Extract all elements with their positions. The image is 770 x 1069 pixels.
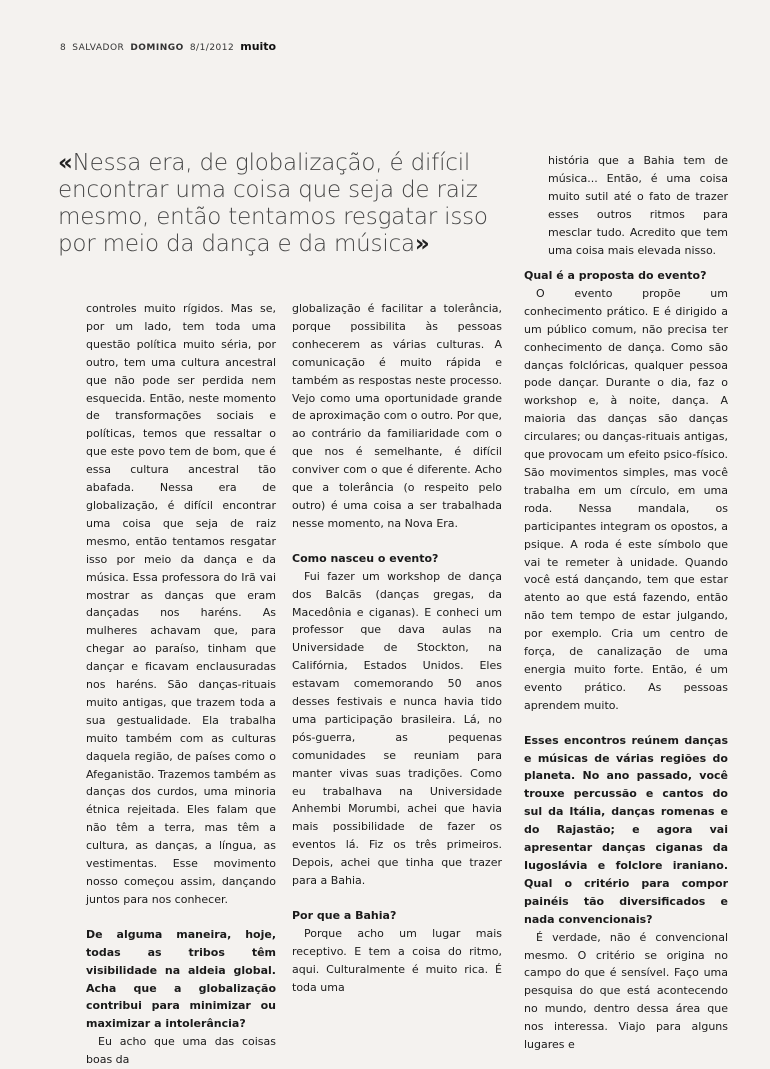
- paragraph: Fui fazer um workshop de dança dos Balcãs (danças gregas, da Macedônia e ciganas). E conheci um professor que dava aulas na Universidade de Stockton, na Califórnia, Estados Unidos. Eles estavam comemorando 50 anos desses festivais e nunca havia tido uma participação brasileira. Lá, no pós-guerra, as pequenas comunidades se reuniam para manter vivas suas tradições. Como eu trabalhava na Universidade Anhembi Morumbi, achei que havia mais possibilidade de fazer os eventos lá. Fiz os três primeiros. Depois, achei que tinha que trazer para a Bahia.: [292, 569, 502, 888]
- article-column-2: [292, 300, 502, 997]
- pull-quote: [58, 150, 498, 258]
- interview-question: De alguma maneira, hoje, todas as tribos têm visibilidade na aldeia global. Acha que a globalização contribui para minimizar ou maximizar a intolerância?: [86, 927, 276, 1031]
- article-column-1: [86, 300, 276, 1069]
- magazine-logo: muito: [240, 40, 277, 53]
- paragraph: Porque acho um lugar mais receptivo. E tem a coisa do ritmo, aqui. Culturalmente é muito rica. É toda uma: [292, 926, 502, 994]
- quote-text: Nessa era, de globalização, é difícil encontrar uma coisa que seja de raiz mesmo, então tentamos resgatar isso por meio da dança e da música: [58, 150, 488, 257]
- page-number: 8: [60, 43, 67, 53]
- paragraph: O evento propõe um conhecimento prático. E é dirigido a um público comum, não precisa ter conhecimento de dança. Como são danças folclóricas, qualquer pessoa pode dançar. Durante o dia, faz o workshop e, à noite, dança. A maioria das danças são danças circulares; ou danças-rituais antigas, que provocam um efeito psico-físico. São movimentos simples, mas você trabalha em um círculo, em uma roda. Nessa mandala, os participantes integram os opostos, a psique. A roda é este símbolo que vai te remeter à unidade. Quando você está dançando, tem que estar atento ao que está fazendo, então não tem tempo de estar julgando, por exemplo. Cria um centro de força, de canalização de uma energia muito forte. Então, é um evento prático. As pessoas aprendem muito.: [524, 286, 728, 712]
- quote-close-mark: »: [414, 231, 430, 257]
- publication-day: DOMINGO: [130, 43, 184, 53]
- quote-open-mark: «: [58, 150, 73, 176]
- publication-city: SALVADOR: [72, 43, 125, 53]
- interview-question: Esses encontros reúnem danças e músicas de várias regiões do planeta. No ano passado, você trouxe percussão e cantos do sul da Itália, danças romenas e do Rajastão; e agora vai apresentar danças ciganas da Iugoslávia e folclore iraniano. Qual o critério para compor painéis tão diversificados e nada convencionais?: [524, 733, 728, 926]
- publication-date: 8/1/2012: [189, 43, 235, 53]
- paragraph: história que a Bahia tem de música... Então, é uma coisa muito sutil até o fato de trazer esses outros ritmos para mesclar tudo. Acredito que tem uma coisa mais elevada nisso.: [548, 154, 728, 257]
- interview-question: Como nasceu o evento?: [292, 551, 439, 565]
- interview-question: Por que a Bahia?: [292, 909, 397, 922]
- paragraph: Eu acho que uma das coisas boas da: [86, 1035, 276, 1067]
- page-header: [60, 40, 276, 53]
- article-column-3: [524, 267, 728, 1054]
- paragraph: controles muito rígidos. Mas se, por um lado, tem toda uma questão política muito séria, por outro, tem uma cultura ancestral que não pode ser perdida nem esquecida. Então, neste momento de transformações sociais e políticas, temos que ressaltar o que este povo tem de bom, que é essa cultura ancestral tão abafada. Nessa era de globalização, é difícil encontrar uma coisa que seja de raiz mesmo, então tentamos resgatar isso por meio da dança e da música. Essa professora do Irã vai mostrar as danças que eram dançadas nos haréns. As mulheres achavam que, para chegar ao paraíso, tinham que dançar e ficavam enclausuradas nos haréns. São danças-rituais muito antigas, que trazem toda a sua gestualidade. Ela trabalha muito também com as culturas daquela região, de países como o Afeganistão. Trazemos também as danças dos curdos, uma minoria étnica rejeitada. Eles falam que não têm a terra, mas têm a cultura, as danças, a língua, as vestimentas. Esse movimento nosso começou assim, dançando juntos para nos conhecer.: [86, 302, 276, 906]
- paragraph: globalização é facilitar a tolerância, porque possibilita às pessoas conhecerem as várias culturas. A comunicação é muito rápida e também as respostas neste processo. Vejo como uma oportunidade grande de aproximação com o outro. Por que, ao contrário da familiaridade com o que nos é semelhante, é difícil conviver com o que é diferente. Acho que a tolerância (o respeito pelo outro) é uma coisa a ser trabalhada nesse momento, na Nova Era.: [292, 302, 502, 530]
- paragraph: É verdade, não é convencional mesmo. O critério se origina no campo do que é sensível. Faço uma pesquisa do que está acontecendo no mundo, dentro dessa área que nos interessa. Viajo para alguns lugares e: [524, 930, 728, 1052]
- article-column-3-top: [548, 152, 728, 259]
- interview-question: Qual é a proposta do evento?: [524, 269, 707, 282]
